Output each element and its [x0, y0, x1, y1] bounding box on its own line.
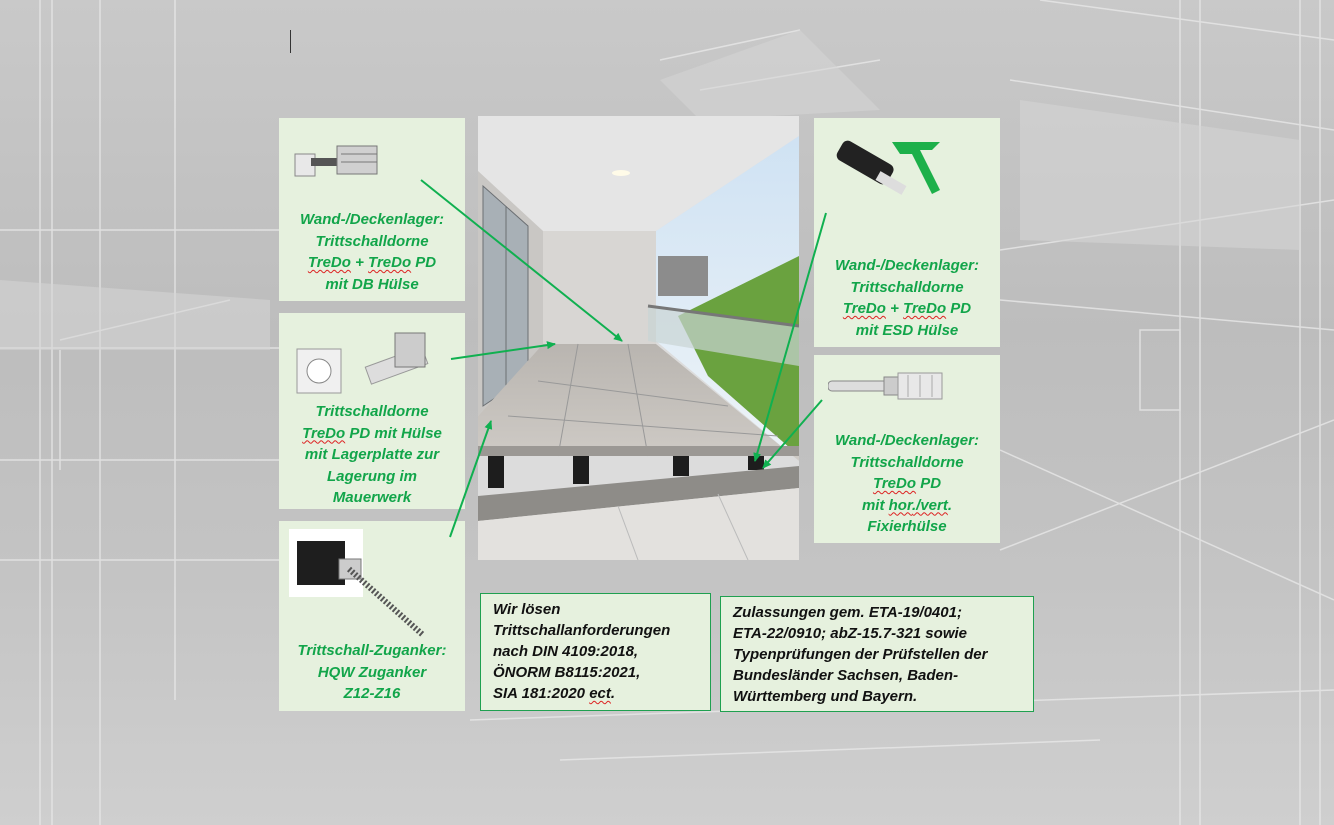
note-line: Zulassungen gem. ETA-19/0401;: [733, 604, 962, 621]
arrow-bottom-right: [763, 400, 822, 468]
arrow-top-left: [421, 180, 622, 341]
note-line: ÖNORM B8115:2021,: [493, 664, 641, 681]
label-line: mit DB Hülse: [325, 275, 419, 293]
label-text: .: [947, 496, 953, 514]
label-line: Trittschall-Zuganker:: [297, 642, 447, 659]
label-line: Wand-/Deckenlager:: [300, 211, 444, 228]
note-line: Bundesländer Sachsen, Baden-: [733, 667, 959, 684]
label-line: Trittschalldorne: [850, 278, 964, 296]
product-name: TreDo: [872, 475, 917, 492]
label-text: PD mit Hülse: [345, 424, 442, 442]
arrow-middle-left: [451, 344, 555, 359]
label-text: ./vert: [911, 496, 948, 514]
note-line: ETA-22/0910; abZ-15.7-321 sowie: [733, 625, 967, 642]
note-text: ect: [589, 685, 611, 702]
arrow-top-right: [755, 213, 826, 461]
note-line: Wir lösen: [493, 601, 561, 618]
label-line: Trittschalldorne: [850, 453, 964, 471]
note-text: .: [610, 685, 616, 702]
product-name: TreDo: [842, 300, 886, 317]
label-line: Mauerwerk: [332, 489, 412, 506]
label-line: Trittschalldorne: [315, 403, 429, 420]
product-name: TreDo: [368, 254, 412, 271]
label-line: Wand-/Deckenlager:: [835, 432, 979, 449]
label-text: hor: [888, 496, 912, 514]
label-line: Z12-Z16: [343, 685, 401, 702]
label-line: Wand-/Deckenlager:: [835, 257, 979, 274]
label-text: +: [350, 254, 369, 271]
note-line: nach DIN 4109:2018,: [493, 643, 639, 660]
label-text: PD: [411, 254, 437, 271]
note-line: Württemberg und Bayern.: [733, 688, 918, 705]
arrow-bottom-left: [450, 421, 491, 537]
label-text: PD: [946, 300, 972, 317]
label-line: Lagerung im: [326, 467, 417, 485]
label-line: HQW Zuganker: [317, 663, 427, 681]
label-line: Fixierhülse: [867, 518, 947, 535]
label-text: mit: [861, 496, 889, 514]
label-line: mit ESD Hülse: [855, 321, 959, 339]
label-text: PD: [916, 475, 942, 492]
label-text: +: [885, 300, 904, 317]
note-text: SIA 181:2020: [493, 685, 590, 702]
label-line: Trittschalldorne: [315, 232, 429, 250]
label-line: mit Lagerplatte zur: [304, 446, 440, 463]
product-name: TreDo: [903, 300, 947, 317]
note-line: Typenprüfungen der Prüfstellen der: [733, 646, 988, 663]
product-name: TreDo: [302, 424, 346, 442]
product-name: TreDo: [307, 254, 351, 271]
note-line: Trittschallanforderungen: [493, 622, 671, 639]
